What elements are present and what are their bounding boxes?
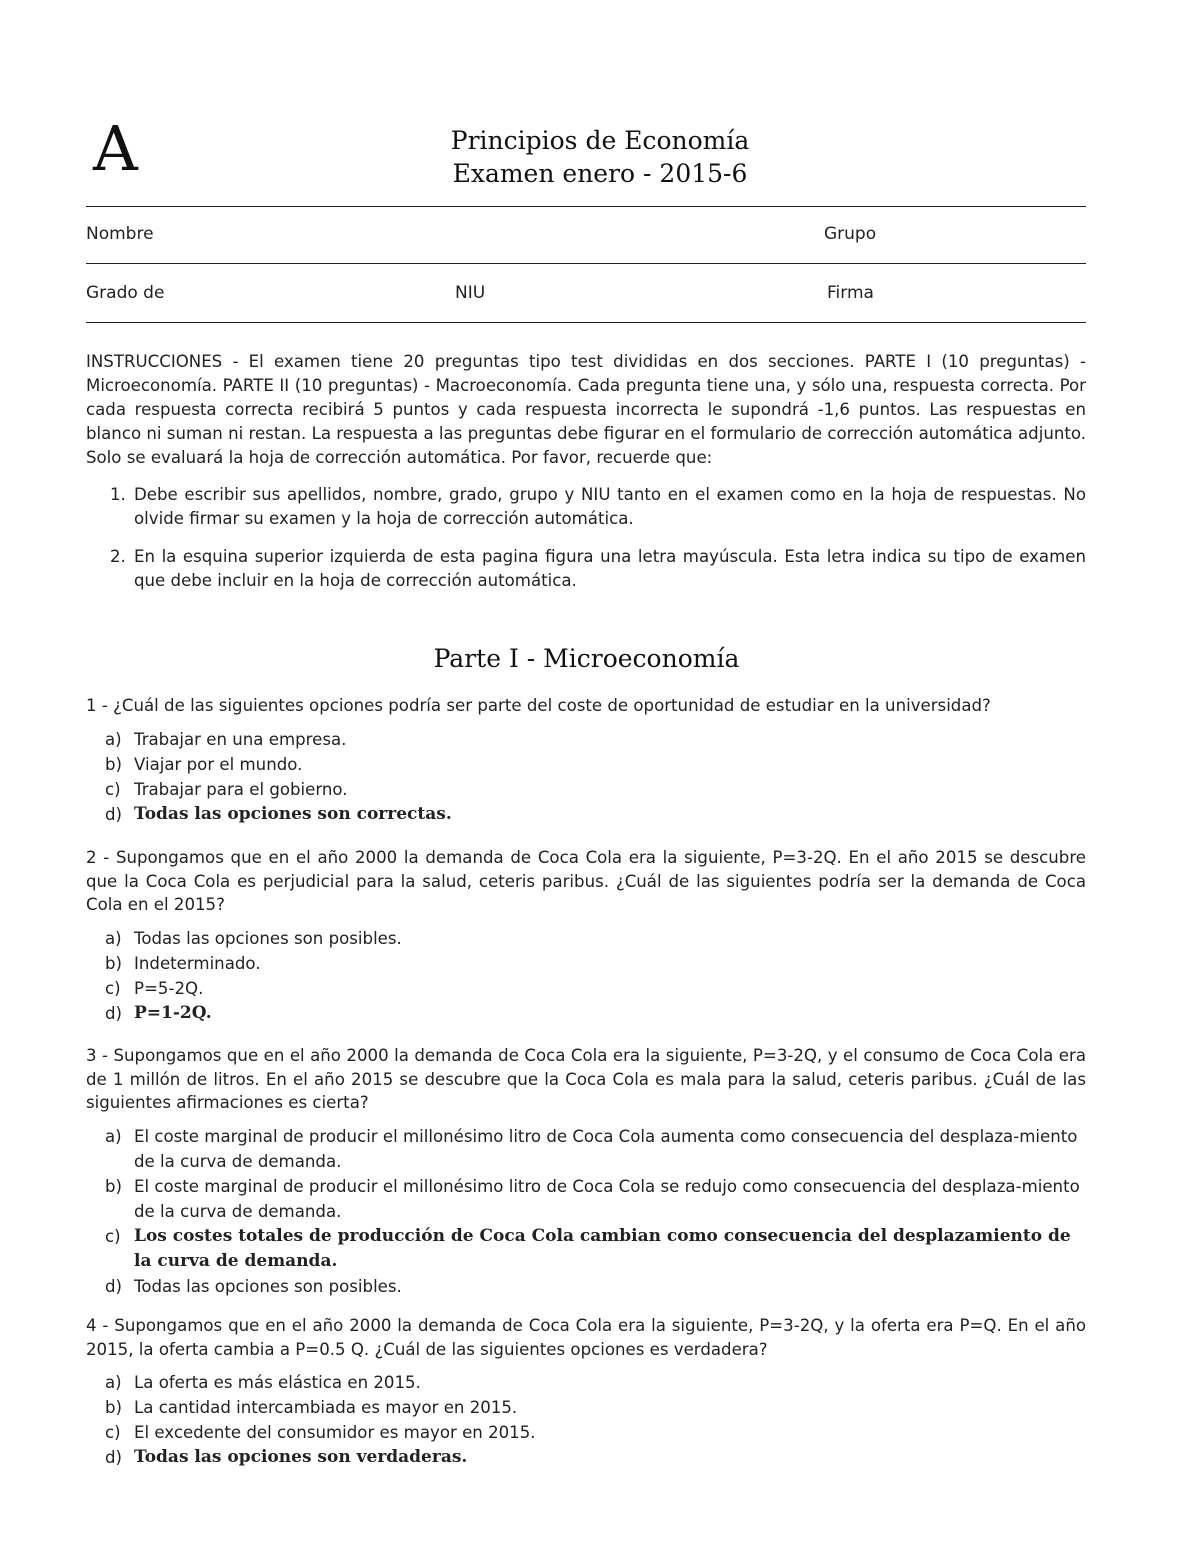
option-correct <box>86 1445 1086 1470</box>
instruction-text: Debe escribir sus apellidos, nombre, grado, grupo y NIU tanto en el examen como en la hoja de respuestas. No olvide firmar su examen y la hoja de corrección automática. <box>134 485 1086 528</box>
option-text: Todas las opciones son verdaderas. <box>134 1447 468 1467</box>
exam-type-letter: A <box>93 112 138 185</box>
option <box>86 1274 1086 1299</box>
option-letter: a) <box>105 1373 122 1392</box>
instructions-list <box>86 483 1086 593</box>
option-text: Trabajar para el gobierno. <box>134 780 348 799</box>
option-letter: c) <box>105 979 121 998</box>
option-text: Todas las opciones son posibles. <box>134 929 402 948</box>
instruction-number: 1. <box>110 485 126 504</box>
option <box>86 1395 1086 1420</box>
question-3: 3 - Supongamos que en el año 2000 la demanda de Coca Cola era la siguiente, P=3-2Q, y el consumo de Coca Cola era de 1 millón de litros. En el año 2015 se descubre que la Coca Cola es mala para la salud, ceteris paribus. ¿Cuál de las siguientes afirmaciones es cierta? <box>86 1046 1086 1112</box>
instruction-text: En la esquina superior izquierda de esta pagina figura una letra mayúscula. Esta letra indica su tipo de examen que debe incluir en la hoja de corrección automática. <box>134 547 1086 590</box>
option-text: Los costes totales de producción de Coca Cola cambian como consecuencia del desplazamiento de la curva de demanda. <box>134 1226 1071 1271</box>
option-letter: b) <box>105 1398 123 1417</box>
option <box>86 1174 1086 1224</box>
option-correct <box>86 1001 1086 1026</box>
option-letter: c) <box>105 1227 121 1246</box>
option-text: El coste marginal de producir el millonésimo litro de Coca Cola se redujo como consecuencia del desplaza-miento de la curva de demanda. <box>134 1177 1080 1221</box>
option <box>86 976 1086 1001</box>
option-text: El excedente del consumidor es mayor en 2015. <box>134 1423 536 1442</box>
option-text: Trabajar en una empresa. <box>134 730 347 749</box>
option-letter: a) <box>105 730 122 749</box>
divider <box>86 322 1086 323</box>
question-2-options <box>86 926 1086 1026</box>
option-letter: b) <box>105 755 123 774</box>
question-4-options <box>86 1370 1086 1470</box>
option <box>86 727 1086 752</box>
option-text: La oferta es más elástica en 2015. <box>134 1373 421 1392</box>
section-title: Parte I - Microeconomía <box>433 644 740 673</box>
option-letter: d) <box>105 1448 123 1467</box>
option <box>86 777 1086 802</box>
instruction-item <box>86 483 1086 531</box>
question-2: 2 - Supongamos que en el año 2000 la demanda de Coca Cola era la siguiente, P=3-2Q. En el año 2015 se descubre que la Coca Cola es perjudicial para la salud, ceteris paribus. ¿Cuál de las siguientes podría ser la demanda de Coca Cola en el 2015? <box>86 848 1086 914</box>
option-text: Viajar por el mundo. <box>134 755 303 774</box>
option <box>86 752 1086 777</box>
option-text: Indeterminado. <box>134 954 261 973</box>
divider <box>86 206 1086 207</box>
option-letter: b) <box>105 954 123 973</box>
question-4: 4 - Supongamos que en el año 2000 la demanda de Coca Cola era la siguiente, P=3-2Q, y la oferta era P=Q. En el año 2015, la oferta cambia a P=0.5 Q. ¿Cuál de las siguientes opciones es verdadera? <box>86 1316 1086 1359</box>
course-title: Principios de Economía <box>450 126 750 155</box>
option <box>86 1370 1086 1395</box>
option-letter: a) <box>105 929 122 948</box>
option <box>86 1420 1086 1445</box>
option-text: P=5-2Q. <box>134 979 204 998</box>
option-letter: d) <box>105 1277 123 1296</box>
option-text: La cantidad intercambiada es mayor en 2015. <box>134 1398 518 1417</box>
name-label: Nombre <box>86 224 154 244</box>
signature-label: Firma <box>827 283 874 303</box>
option-text: El coste marginal de producir el millonésimo litro de Coca Cola aumenta como consecuencia del desplaza-miento de la curva de demanda. <box>134 1127 1078 1171</box>
exam-title-block <box>0 124 1200 190</box>
option-letter: d) <box>105 805 123 824</box>
niu-label: NIU <box>455 283 486 303</box>
option-letter: d) <box>105 1004 123 1023</box>
instruction-item <box>86 545 1086 593</box>
question-3-options <box>86 1124 1086 1299</box>
option <box>86 926 1086 951</box>
option-text: Todas las opciones son correctas. <box>134 804 452 824</box>
question-1: 1 - ¿Cuál de las siguientes opciones podría ser parte del coste de oportunidad de estudiar en la universidad? <box>86 696 991 715</box>
option-text: P=1-2Q. <box>134 1003 212 1023</box>
divider <box>86 263 1086 264</box>
option-letter: a) <box>105 1127 122 1146</box>
degree-label: Grado de <box>86 283 165 303</box>
option <box>86 1124 1086 1174</box>
option <box>86 951 1086 976</box>
instructions-text: INSTRUCCIONES - El examen tiene 20 preguntas tipo test divididas en dos secciones. PARTE I (10 preguntas) - Microeconomía. PARTE II (10 preguntas) - Macroeconomía. Cada pregunta tiene una, y sólo una, respuesta correcta. Por cada respuesta correcta recibirá 5 puntos y cada respuesta incorrecta le supondrá -1,6 puntos. Las respuestas en blanco ni suman ni restan. La respuesta a las preguntas debe figurar en el formulario de corrección automática adjunto. Solo se evaluará la hoja de corrección automática. Por favor, recuerde que: <box>86 352 1086 467</box>
exam-subtitle: Examen enero - 2015-6 <box>452 159 748 188</box>
option-text: Todas las opciones son posibles. <box>134 1277 402 1296</box>
option-correct <box>86 802 1086 827</box>
option-letter: c) <box>105 780 121 799</box>
option-letter: c) <box>105 1423 121 1442</box>
instruction-number: 2. <box>110 547 126 566</box>
option-letter: b) <box>105 1177 123 1196</box>
question-1-options <box>86 727 1086 827</box>
group-label: Grupo <box>824 224 877 244</box>
option-correct <box>86 1224 1086 1274</box>
